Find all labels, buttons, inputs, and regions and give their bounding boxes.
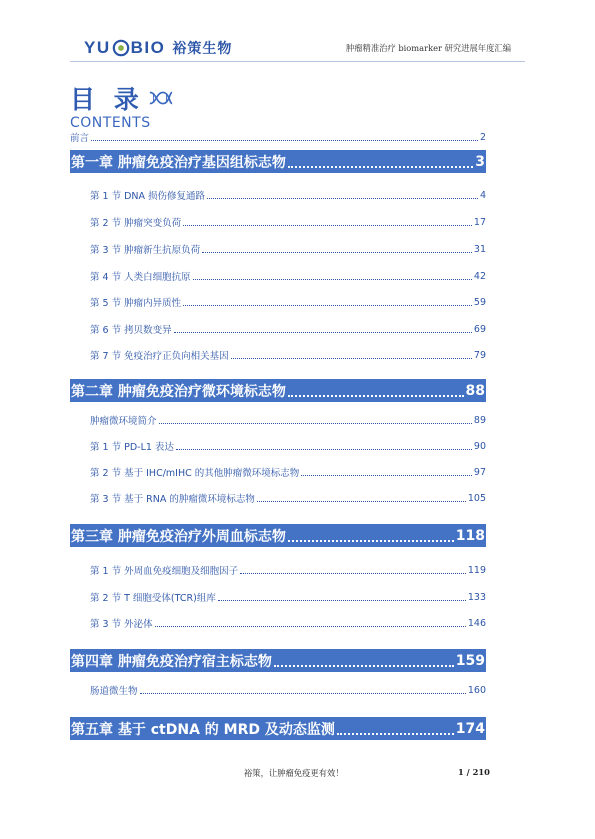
- toc-entry-label: 第 3 节 基于 RNA 的肿瘤微环境标志物: [90, 494, 255, 505]
- toc-entry-row[interactable]: [70, 293, 486, 311]
- toc-entry-page: 88: [465, 382, 485, 399]
- toc-entry-page: 4: [479, 189, 486, 201]
- toc-entry-label: 第五章 基于 ctDNA 的 MRD 及动态监测: [71, 721, 335, 738]
- logo-text-left: YU: [84, 38, 111, 57]
- toc-leader-dots: [155, 626, 466, 627]
- toc-leader-dots: [159, 423, 472, 424]
- footer-page-number: 1 / 210: [458, 767, 490, 777]
- toc-entry-label: 第 2 节 T 细胞受体(TCR)组库: [90, 593, 216, 604]
- toc-leader-dots: [91, 140, 478, 141]
- toc-title-block: [70, 80, 174, 131]
- toc-entry-page: 69: [473, 323, 486, 335]
- toc-chapter-row[interactable]: [70, 150, 486, 173]
- toc-chapter-row[interactable]: [70, 379, 486, 402]
- toc-entry-row[interactable]: [70, 240, 486, 258]
- toc-entry-label: 第 1 节 外周血免疫细胞及细胞因子: [90, 566, 239, 577]
- toc-chapter-row[interactable]: [70, 649, 486, 672]
- toc-entry-label: 第三章 肿瘤免疫治疗外周血标志物: [71, 528, 286, 545]
- toc-entry-page: 89: [473, 414, 486, 426]
- toc-entry-page: 119: [467, 564, 486, 576]
- toc-entry-page: 97: [473, 466, 486, 478]
- toc-leader-dots: [288, 540, 454, 542]
- toc-entry-page: 174: [455, 720, 485, 737]
- toc-leader-dots: [240, 573, 466, 574]
- toc-entry-label: 第 1 节 DNA 损伤修复通路: [90, 191, 206, 202]
- toc-entry-row[interactable]: [70, 213, 486, 231]
- toc-chapter-row[interactable]: [70, 717, 486, 740]
- toc-entry-page: 2: [479, 131, 486, 143]
- toc-leader-dots: [174, 332, 472, 333]
- toc-leader-dots: [193, 279, 472, 280]
- toc-entry-label: 第四章 肿瘤免疫治疗宿主标志物: [71, 653, 272, 670]
- toc-entry-label: 第 7 节 免疫治疗正负向相关基因: [90, 351, 229, 362]
- toc-chapter-row[interactable]: [70, 524, 486, 547]
- dna-icon: [148, 89, 174, 107]
- toc-entry-label: 肿瘤微环境简介: [90, 416, 157, 427]
- toc-entry-page: 133: [467, 591, 486, 603]
- toc-entry-page: 3: [475, 153, 485, 170]
- toc-entry-label: 肠道微生物: [90, 686, 138, 697]
- toc-leader-dots: [218, 600, 466, 601]
- toc-entry-page: 160: [467, 684, 486, 696]
- logo-mark-icon: [112, 39, 130, 57]
- toc-leader-dots: [140, 693, 466, 694]
- toc-leader-dots: [176, 449, 472, 450]
- toc-entry-page: 105: [467, 492, 486, 504]
- toc-entry-row[interactable]: [70, 411, 486, 429]
- toc-leader-dots: [301, 475, 472, 476]
- toc-leader-dots: [183, 225, 472, 226]
- toc-entry-row[interactable]: [70, 588, 486, 606]
- company-logo: [84, 37, 232, 59]
- toc-entry-label: 第 6 节 拷贝数变异: [90, 325, 172, 336]
- toc-entry-page: 17: [473, 216, 486, 228]
- toc-entry-label: 第一章 肿瘤免疫治疗基因组标志物: [71, 154, 286, 171]
- toc-entry-label: 第 1 节 PD-L1 表达: [90, 442, 174, 453]
- toc-entry-label: 第二章 肿瘤免疫治疗微环境标志物: [71, 383, 286, 400]
- toc-title-en: CONTENTS: [70, 115, 151, 131]
- toc-leader-dots: [202, 252, 472, 253]
- toc-leader-dots: [207, 198, 478, 199]
- toc-entry-page: 146: [467, 617, 486, 629]
- toc-entry-label: 第 2 节 基于 IHC/mIHC 的其他肿瘤微环境标志物: [90, 468, 300, 479]
- toc-entry-row[interactable]: [70, 561, 486, 579]
- toc-entry-page: 42: [473, 270, 486, 282]
- toc-entry-label: 前言: [70, 133, 90, 144]
- toc-entry-label: 第 4 节 人类白细胞抗原: [90, 272, 191, 283]
- logo-text-right: BIO: [130, 38, 166, 57]
- toc-entry-row[interactable]: [70, 489, 486, 507]
- toc-entry-label: 第 5 节 肿瘤内异质性: [90, 298, 182, 309]
- toc-entry-label: 第 3 节 外泌体: [90, 619, 153, 630]
- toc-entry-label: 第 3 节 肿瘤新生抗原负荷: [90, 245, 201, 256]
- document-title: 肿瘤精准治疗 biomarker 研究进展年度汇编: [345, 43, 511, 53]
- toc-entry-row[interactable]: [70, 128, 486, 146]
- page-header: [0, 0, 595, 66]
- toc-leader-dots: [337, 733, 454, 735]
- toc-leader-dots: [288, 166, 473, 168]
- toc-title-cn: [70, 80, 174, 116]
- toc-entry-row[interactable]: [70, 463, 486, 481]
- toc-entry-row[interactable]: [70, 346, 486, 364]
- toc-leader-dots: [257, 501, 466, 502]
- toc-entry-row[interactable]: [70, 320, 486, 338]
- toc-leader-dots: [183, 305, 472, 306]
- toc-entry-page: 90: [473, 440, 486, 452]
- header-divider: [70, 61, 525, 62]
- toc-entry-label: 第 2 节 肿瘤突变负荷: [90, 218, 182, 229]
- toc-leader-dots: [288, 395, 464, 397]
- toc-leader-dots: [231, 358, 472, 359]
- toc-entry-row[interactable]: [70, 267, 486, 285]
- toc-entry-row[interactable]: [70, 681, 486, 699]
- toc-entry-page: 79: [473, 349, 486, 361]
- logo-cn-name: 裕策生物: [172, 41, 233, 57]
- toc-entry-page: 31: [473, 243, 486, 255]
- toc-leader-dots: [274, 665, 454, 667]
- footer-slogan: 裕策，让肿瘤免疫更有效！: [244, 768, 344, 778]
- toc-entry-page: 159: [455, 652, 485, 669]
- toc-title-cn-text: 目 录: [70, 85, 144, 114]
- toc-entry-page: 59: [473, 296, 486, 308]
- toc-entry-row[interactable]: [70, 614, 486, 632]
- toc-entry-row[interactable]: [70, 186, 486, 204]
- toc-entry-row[interactable]: [70, 437, 486, 455]
- toc-entry-page: 118: [455, 527, 485, 544]
